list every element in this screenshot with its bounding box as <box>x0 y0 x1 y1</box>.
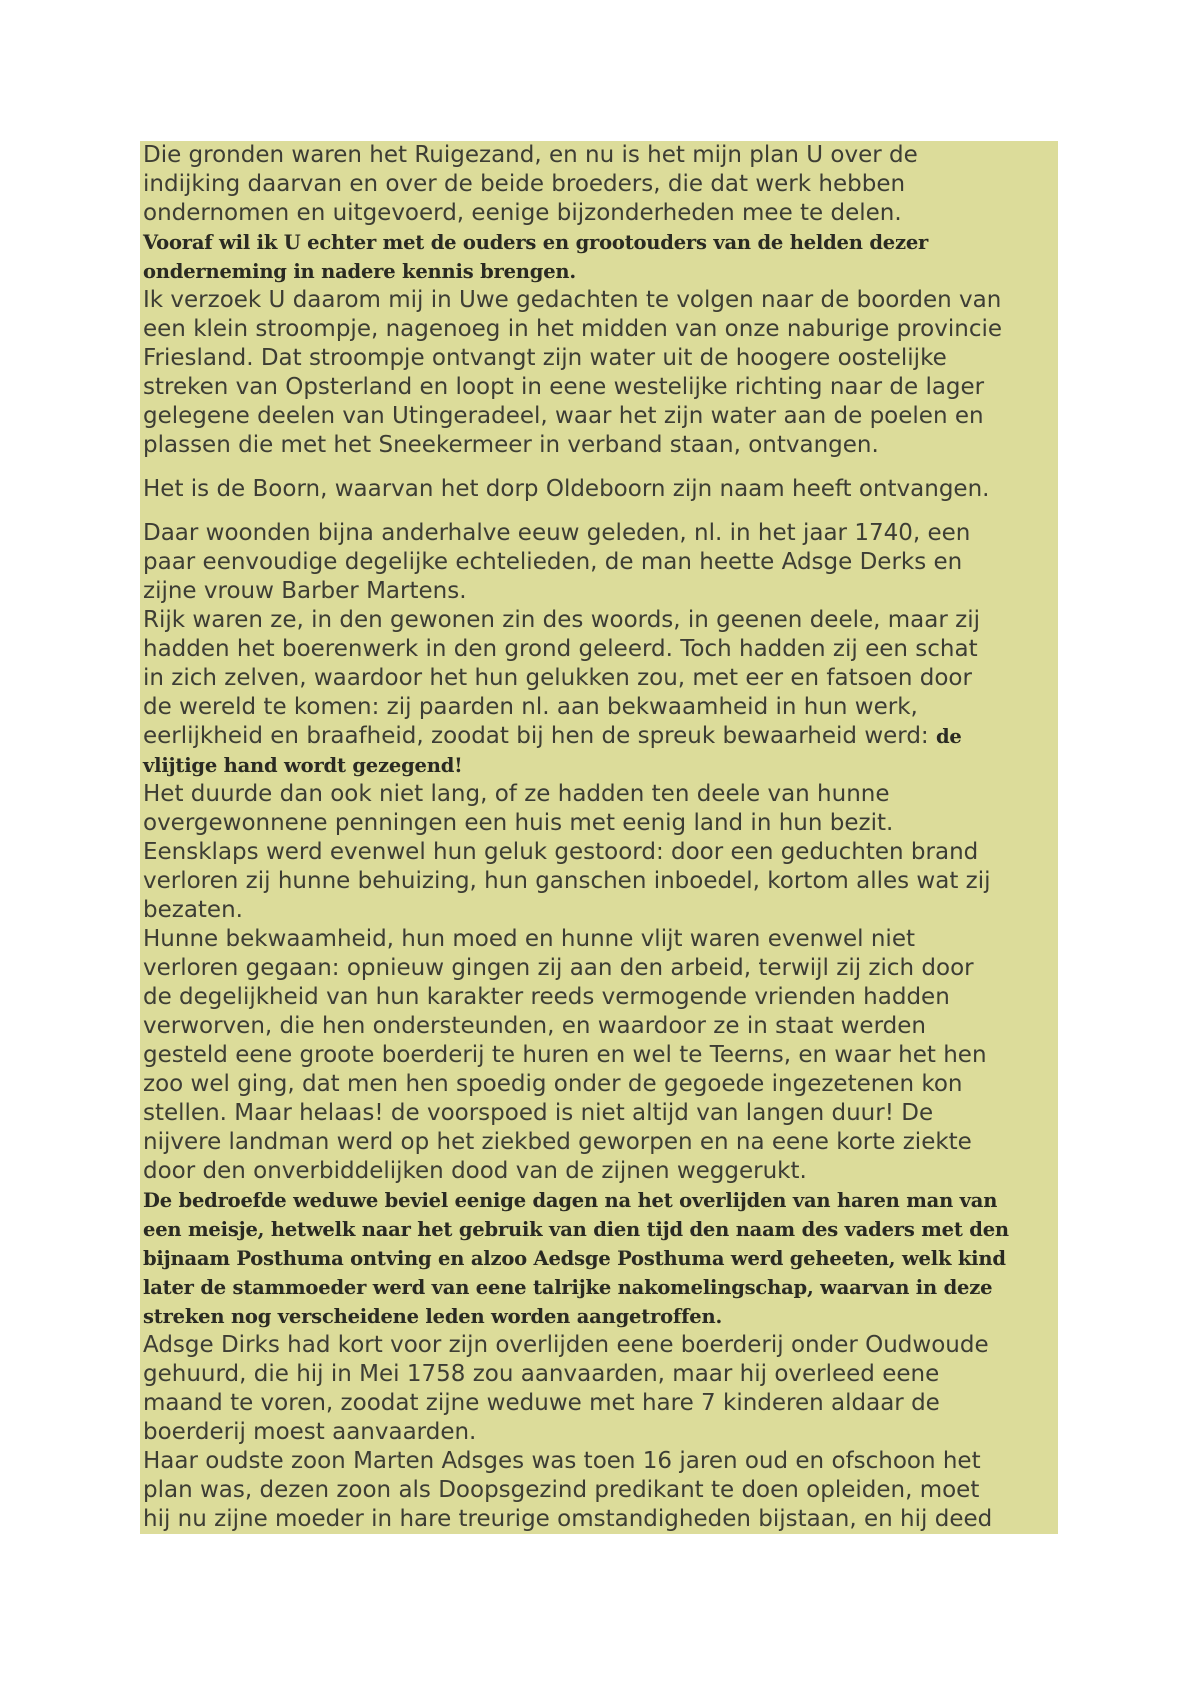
text-line: nijvere landman werd op het ziekbed geworpen en na eene korte ziekte <box>143 1129 972 1155</box>
text-line: streken van Opsterland en loopt in eene westelijke richting naar de lager <box>143 374 985 400</box>
text-line: gelegene deelen van Utingeradeel, waar het zijn water aan de poelen en <box>143 403 984 429</box>
bold-text-line: streken nog verscheidene leden worden aangetroffen. <box>143 1305 723 1328</box>
text-line: Rijk waren ze, in den gewonen zin des woords, in geenen deele, maar zij <box>143 607 980 633</box>
document-body <box>140 141 1058 1534</box>
text-line: paar eenvoudige degelijke echtelieden, de man heette Adsge Derks en <box>143 549 963 575</box>
text-line: Friesland. Dat stroompje ontvangt zijn water uit de hoogere oostelijke <box>143 345 947 371</box>
text-line: verloren gegaan: opnieuw gingen zij aan den arbeid, terwijl zij zich door <box>143 955 974 981</box>
paragraph-gap <box>143 504 1054 519</box>
text-line: hij nu zijne moeder in hare treurige omstandigheden bijstaan, en hij deed <box>143 1506 993 1532</box>
text-line: indijking daarvan en over de beide broeders, die dat werk hebben <box>143 171 906 197</box>
text-line <box>143 722 1054 751</box>
text-line: een klein stroompje, nagenoeg in het midden van onze naburige provincie <box>143 316 1003 342</box>
text-line: bezaten. <box>143 897 243 923</box>
text-line: zijne vrouw Barber Martens. <box>143 578 467 604</box>
bold-text-line: vlijtige hand wordt gezegend! <box>143 754 463 777</box>
text-line: door den onverbiddelijken dood van de zijnen weggerukt. <box>143 1158 807 1184</box>
text-line: verloren zij hunne behuizing, hun ganschen inboedel, kortom alles wat zij <box>143 868 991 894</box>
text-line: overgewonnene penningen een huis met eenig land in hun bezit. <box>143 810 894 836</box>
text-line: verworven, die hen ondersteunden, en waardoor ze in staat werden <box>143 1013 926 1039</box>
text-line: plan was, dezen zoon als Doopsgezind predikant te doen opleiden, moet <box>143 1477 980 1503</box>
line-text: eerlijkheid en braafheid, zoodat bij hen de spreuk bewaarheid werd: <box>143 723 929 749</box>
text-line: Het is de Boorn, waarvan het dorp Oldeboorn zijn naam heeft ontvangen. <box>143 476 990 502</box>
text-line: de degelijkheid van hun karakter reeds vermogende vrienden hadden <box>143 984 950 1010</box>
text-line: de wereld te komen: zij paarden nl. aan bekwaamheid in hun werk, <box>143 694 918 720</box>
text-line: Daar woonden bijna anderhalve eeuw geleden, nl. in het jaar 1740, een <box>143 520 971 546</box>
bold-text-line: een meisje, hetwelk naar het gebruik van dien tijd den naam des vaders met den <box>143 1218 1009 1241</box>
text-line: Die gronden waren het Ruigezand, en nu is het mijn plan U over de <box>143 142 918 168</box>
text-line: Het duurde dan ook niet lang, of ze hadden ten deele van hunne <box>143 781 890 807</box>
bold-text-line: later de stammoeder werd van eene talrijke nakomelingschap, waarvan in deze <box>143 1276 993 1299</box>
text-line: hadden het boerenwerk in den grond geleerd. Toch hadden zij een schat <box>143 636 978 662</box>
text-line: Adsge Dirks had kort voor zijn overlijden eene boerderij onder Oudwoude <box>143 1332 989 1358</box>
text-line: stellen. Maar helaas! de voorspoed is niet altijd van langen duur! De <box>143 1100 934 1126</box>
text-line: Haar oudste zoon Marten Adsges was toen 16 jaren oud en ofschoon het <box>143 1448 981 1474</box>
text-line: Eensklaps werd evenwel hun geluk gestoord: door een geduchten brand <box>143 839 979 865</box>
text-line: gesteld eene groote boerderij te huren en wel te Teerns, en waar het hen <box>143 1042 987 1068</box>
text-line: zoo wel ging, dat men hen spoedig onder de gegoede ingezetenen kon <box>143 1071 963 1097</box>
bold-text-line: bijnaam Posthuma ontving en alzoo Aedsge Posthuma werd geheeten, welk kind <box>143 1247 1006 1270</box>
bold-text-line: Vooraf wil ik U echter met de ouders en grootouders van de helden dezer <box>143 231 929 254</box>
text-line: boerderij moest aanvaarden. <box>143 1419 477 1445</box>
bold-text-line: De bedroefde weduwe beviel eenige dagen na het overlijden van haren man van <box>143 1189 998 1212</box>
text-line: maand te voren, zoodat zijne weduwe met hare 7 kinderen aldaar de <box>143 1390 940 1416</box>
text-line: ondernomen en uitgevoerd, eenige bijzonderheden mee te delen. <box>143 200 902 226</box>
text-line: in zich zelven, waardoor het hun gelukken zou, met eer en fatsoen door <box>143 665 972 691</box>
bold-text-line: onderneming in nadere kennis brengen. <box>143 260 576 283</box>
bold-inline-text: de <box>936 725 962 748</box>
text-line: plassen die met het Sneekermeer in verband staan, ontvangen. <box>143 432 879 458</box>
text-line: gehuurd, die hij in Mei 1758 zou aanvaarden, maar hij overleed eene <box>143 1361 940 1387</box>
text-line: Hunne bekwaamheid, hun moed en hunne vlijt waren evenwel niet <box>143 926 915 952</box>
highlighted-text-block <box>140 141 1058 1534</box>
text-line: Ik verzoek U daarom mij in Uwe gedachten te volgen naar de boorden van <box>143 287 1002 313</box>
paragraph-gap <box>143 460 1054 475</box>
